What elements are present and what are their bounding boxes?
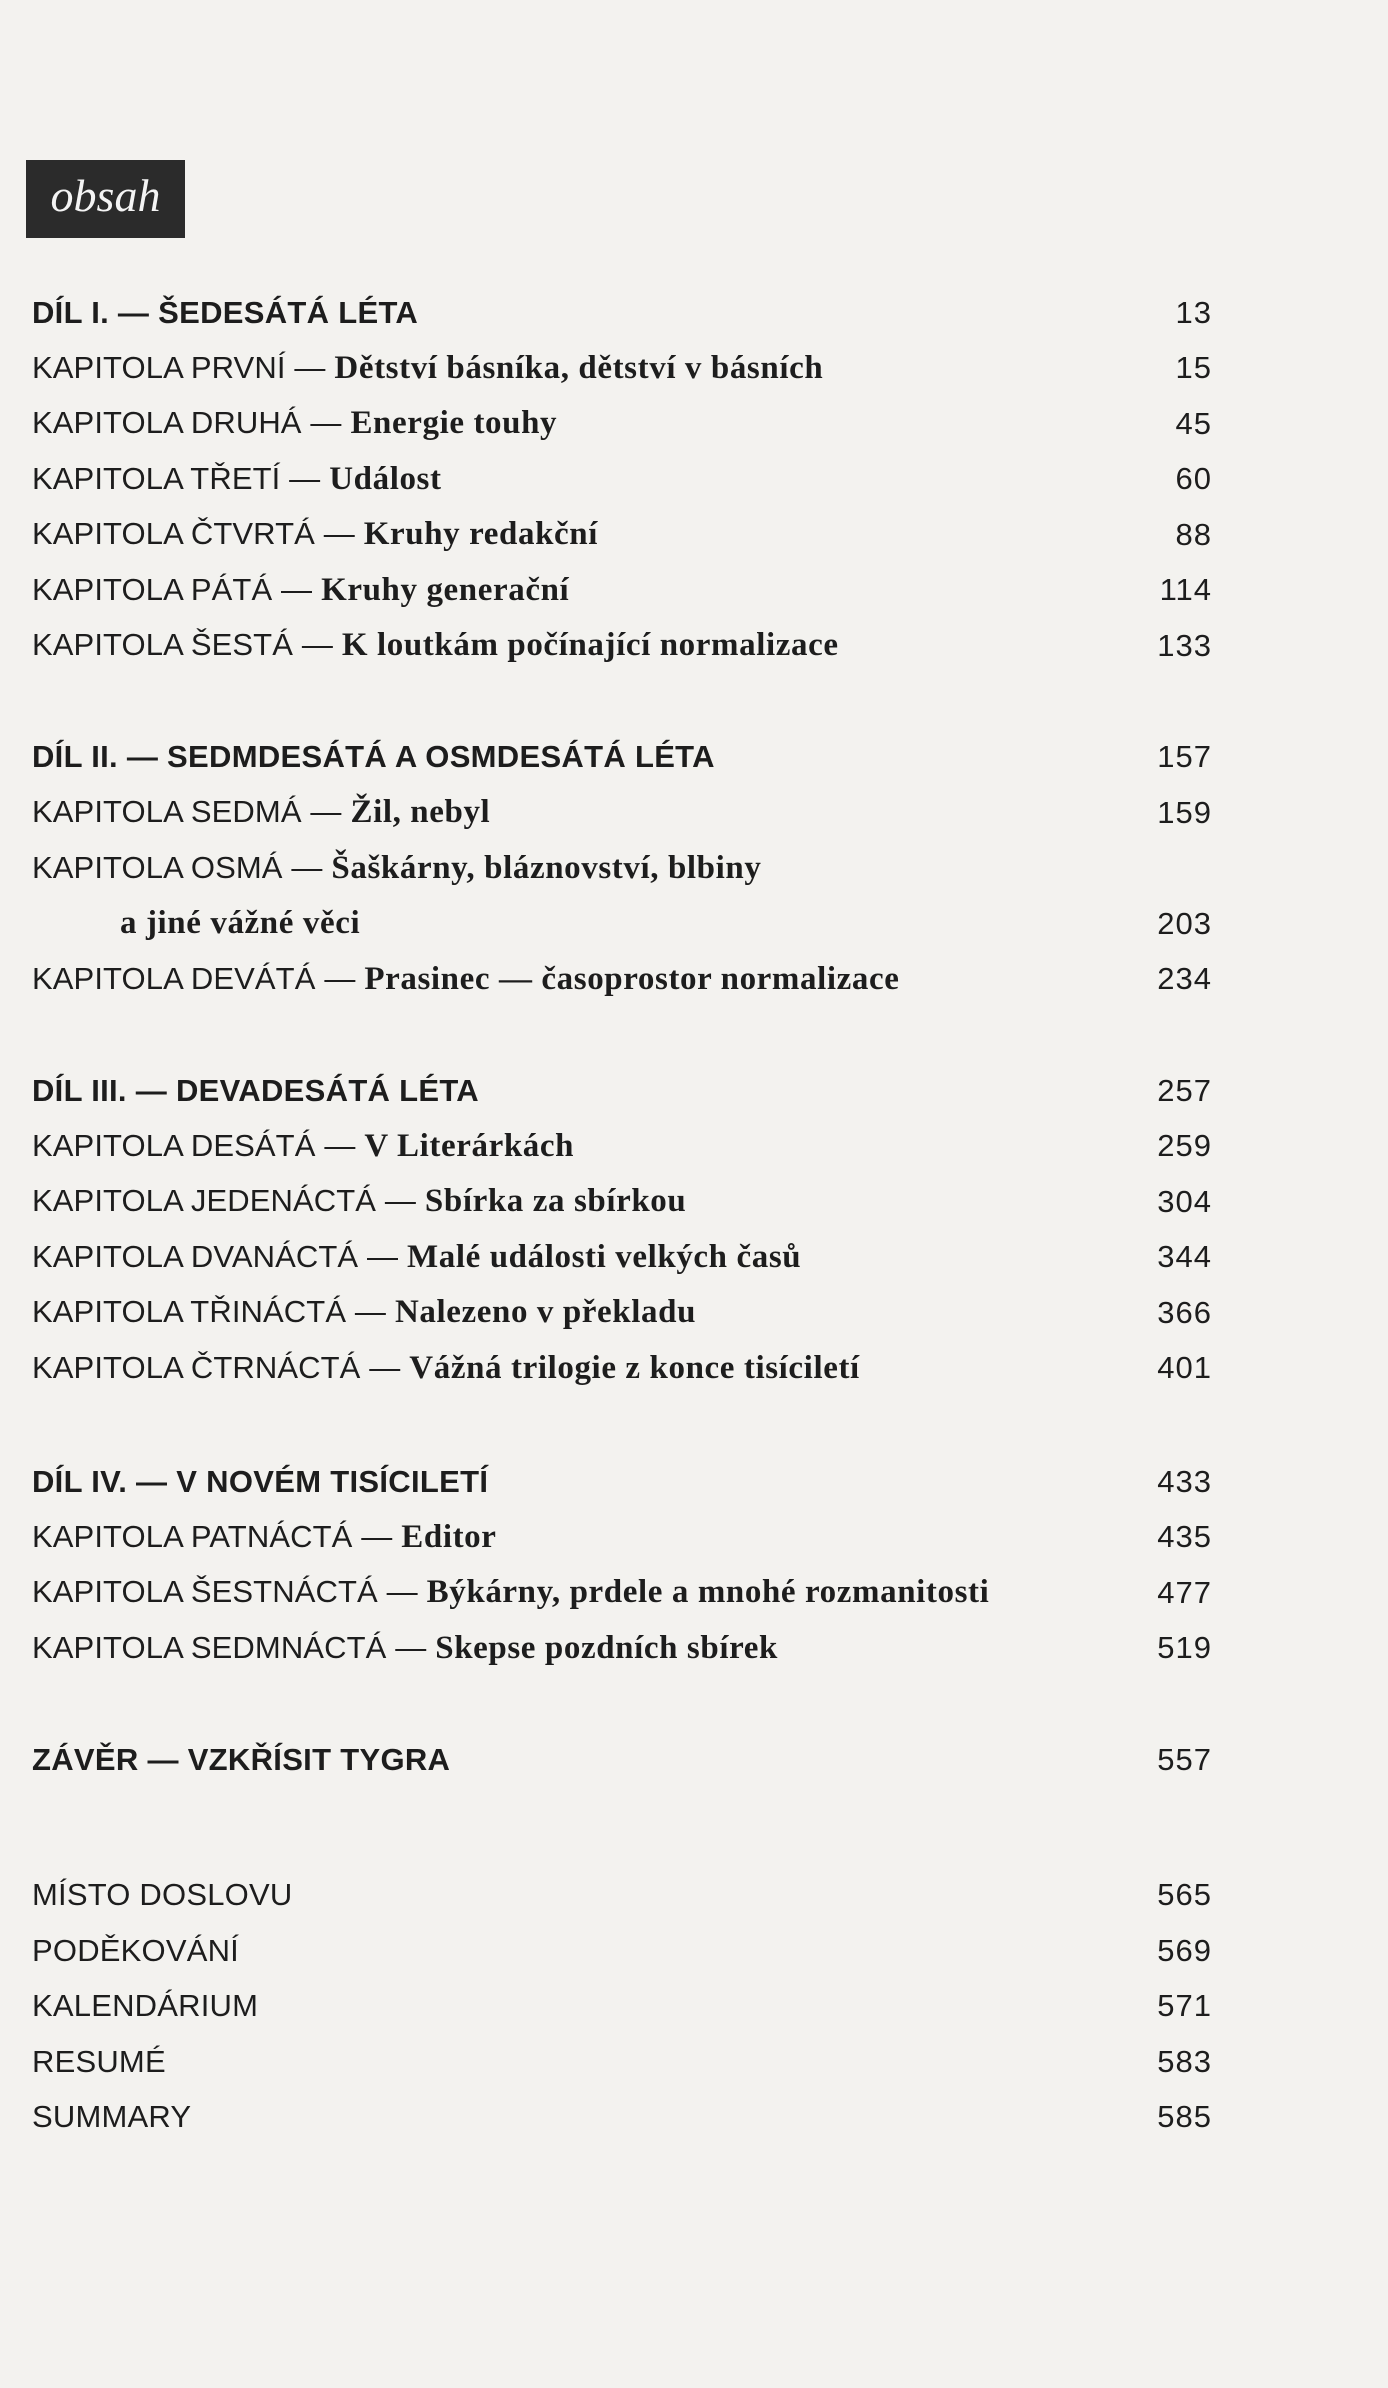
toc-chapter-entry xyxy=(32,952,1212,1008)
chapter-prefix: KAPITOLA DRUHÁ xyxy=(32,405,302,441)
appendix-label: SUMMARY xyxy=(32,2099,192,2135)
section-spacer xyxy=(32,1788,1212,1868)
section-spacer xyxy=(32,674,1212,730)
section-spacer xyxy=(32,1007,1212,1063)
part-1 xyxy=(32,285,1212,674)
toc-chapter-entry xyxy=(32,785,1212,841)
dash: — xyxy=(384,1183,417,1219)
chapter-title: Dětství básníka, dětství v básních xyxy=(334,349,824,386)
page-number: 401 xyxy=(1157,1350,1212,1386)
dash: — xyxy=(395,1629,427,1665)
part-label: DÍL IV. — V NOVÉM TISÍCILETÍ xyxy=(32,1463,489,1499)
toc-chapter-entry xyxy=(32,1621,1212,1677)
chapter-title: Vážná trilogie z konce tisíciletí xyxy=(409,1349,860,1386)
toc-chapter-entry xyxy=(32,396,1212,452)
page-number: 133 xyxy=(1157,627,1212,663)
toc-chapter-entry xyxy=(32,1341,1212,1397)
chapter-prefix: KAPITOLA PATNÁCTÁ xyxy=(32,1518,353,1554)
page-number: 571 xyxy=(1157,1988,1212,2024)
chapter-prefix: KAPITOLA ŠESTÁ xyxy=(32,627,293,663)
page-number: 234 xyxy=(1157,961,1212,997)
toc-part-entry xyxy=(32,285,1212,341)
part-label: DÍL III. — DEVADESÁTÁ LÉTA xyxy=(32,1072,479,1108)
chapter-prefix: KAPITOLA SEDMNÁCTÁ xyxy=(32,1629,387,1665)
page-number: 366 xyxy=(1157,1294,1212,1330)
chapter-title: Nalezeno v překladu xyxy=(394,1294,697,1331)
toc-appendix-entry xyxy=(32,2034,1212,2090)
chapter-title: Editor xyxy=(401,1518,497,1555)
toc-chapter-entry xyxy=(32,618,1212,674)
page-number: 585 xyxy=(1157,2099,1212,2135)
page-number: 477 xyxy=(1157,1574,1212,1610)
page-number: 157 xyxy=(1157,739,1212,775)
contents-heading: obsah xyxy=(50,170,161,221)
chapter-title: Býkárny, prdele a mnohé rozmanitosti xyxy=(426,1574,990,1611)
dash: — xyxy=(366,1238,399,1274)
chapter-title: Prasinec — časoprostor normalizace xyxy=(364,960,900,997)
section-spacer xyxy=(32,1676,1212,1732)
dash: — xyxy=(281,571,313,607)
toc-part-entry xyxy=(32,730,1212,786)
toc-chapter-entry xyxy=(32,563,1212,619)
contents-heading-box xyxy=(26,160,185,238)
chapter-prefix: KAPITOLA OSMÁ xyxy=(32,849,283,885)
page-number: 569 xyxy=(1157,1932,1212,1968)
dash: — xyxy=(323,516,355,552)
chapter-prefix: KAPITOLA ČTRNÁCTÁ xyxy=(32,1349,361,1385)
toc-conclusion-entry xyxy=(32,1732,1212,1788)
chapter-title: Malé události velkých časů xyxy=(407,1238,802,1275)
toc-chapter-entry xyxy=(32,452,1212,508)
dash: — xyxy=(324,1127,356,1163)
conclusion-label: ZÁVĚR — VZKŘÍSIT TYGRA xyxy=(32,1741,451,1777)
appendix-label: MÍSTO DOSLOVU xyxy=(32,1877,293,1913)
toc-chapter-entry xyxy=(32,1230,1212,1286)
page-number: 114 xyxy=(1159,572,1212,608)
page-number: 15 xyxy=(1175,350,1212,386)
chapter-prefix: KAPITOLA DEVÁTÁ xyxy=(32,960,316,996)
appendix-section xyxy=(32,1868,1212,2146)
toc-chapter-entry xyxy=(32,1510,1212,1566)
chapter-prefix: KAPITOLA JEDENÁCTÁ xyxy=(32,1183,377,1219)
toc-appendix-entry xyxy=(32,1979,1212,2035)
chapter-title: Událost xyxy=(329,460,442,497)
page-number: 565 xyxy=(1157,1877,1212,1913)
page-number: 433 xyxy=(1157,1463,1212,1499)
appendix-label: KALENDÁRIUM xyxy=(32,1988,259,2024)
chapter-title: Sbírka za sbírkou xyxy=(424,1183,687,1220)
section-spacer xyxy=(32,1396,1212,1454)
toc-chapter-entry xyxy=(32,841,1212,897)
page-number: 159 xyxy=(1157,794,1212,830)
table-of-contents xyxy=(32,285,1212,2145)
toc-chapter-entry xyxy=(32,341,1212,397)
chapter-title: K loutkám počínající normalizace xyxy=(341,627,839,664)
page-number: 304 xyxy=(1157,1183,1212,1219)
chapter-prefix: KAPITOLA PRVNÍ xyxy=(32,349,286,385)
dash: — xyxy=(324,960,356,996)
chapter-title: Šaškárny, bláznovství, blbiny xyxy=(331,849,762,886)
page-number: 13 xyxy=(1175,294,1212,330)
chapter-title: Žil, nebyl xyxy=(350,794,491,831)
dash: — xyxy=(369,1349,401,1385)
toc-part-entry xyxy=(32,1063,1212,1119)
dash: — xyxy=(386,1574,418,1610)
conclusion-section xyxy=(32,1732,1212,1788)
chapter-prefix: KAPITOLA ŠESTNÁCTÁ xyxy=(32,1574,378,1610)
toc-chapter-entry xyxy=(32,1119,1212,1175)
chapter-title-continuation: a jiné vážné věci xyxy=(120,905,361,942)
page-number: 344 xyxy=(1157,1239,1212,1275)
page-number: 45 xyxy=(1175,405,1212,441)
dash: — xyxy=(361,1518,393,1554)
toc-appendix-entry xyxy=(32,1868,1212,1924)
part-4 xyxy=(32,1454,1212,1676)
chapter-prefix: KAPITOLA TŘETÍ xyxy=(32,460,281,496)
dash: — xyxy=(354,1294,387,1330)
part-3 xyxy=(32,1063,1212,1396)
chapter-prefix: KAPITOLA ČTVRTÁ xyxy=(32,516,315,552)
part-2 xyxy=(32,730,1212,1008)
toc-part-entry xyxy=(32,1454,1212,1510)
chapter-prefix: KAPITOLA DVANÁCTÁ xyxy=(32,1238,359,1274)
chapter-prefix: KAPITOLA SEDMÁ xyxy=(32,794,302,830)
dash: — xyxy=(310,794,342,830)
chapter-title: Kruhy generační xyxy=(321,571,570,608)
toc-chapter-entry xyxy=(32,1565,1212,1621)
dash: — xyxy=(294,349,326,385)
chapter-prefix: KAPITOLA DESÁTÁ xyxy=(32,1127,316,1163)
page-number: 557 xyxy=(1157,1741,1212,1777)
toc-chapter-entry xyxy=(32,1285,1212,1341)
chapter-title: Energie touhy xyxy=(350,405,558,442)
chapter-title: Kruhy redakční xyxy=(363,516,599,553)
toc-chapter-entry xyxy=(32,507,1212,563)
chapter-title: Skepse pozdních sbírek xyxy=(435,1629,778,1666)
toc-chapter-entry xyxy=(32,1174,1212,1230)
dash: — xyxy=(301,627,334,663)
page-number: 88 xyxy=(1175,516,1212,552)
page-number: 519 xyxy=(1157,1630,1212,1666)
chapter-prefix: KAPITOLA PÁTÁ xyxy=(32,571,273,607)
page-number: 203 xyxy=(1157,905,1212,941)
dash: — xyxy=(289,460,321,496)
appendix-label: RESUMÉ xyxy=(32,2043,166,2079)
page-number: 60 xyxy=(1175,461,1212,497)
appendix-label: PODĚKOVÁNÍ xyxy=(32,1932,239,1968)
page-number: 583 xyxy=(1157,2043,1212,2079)
toc-appendix-entry xyxy=(32,1923,1212,1979)
part-label: DÍL I. — ŠEDESÁTÁ LÉTA xyxy=(32,294,419,330)
page-number: 257 xyxy=(1157,1072,1212,1108)
toc-appendix-entry xyxy=(32,2090,1212,2146)
toc-chapter-continuation xyxy=(32,896,1212,952)
part-label: DÍL II. — SEDMDESÁTÁ A OSMDESÁTÁ LÉTA xyxy=(32,739,715,775)
dash: — xyxy=(291,849,323,885)
dash: — xyxy=(310,405,342,441)
page-number: 259 xyxy=(1157,1128,1212,1164)
page-number: 435 xyxy=(1157,1519,1212,1555)
chapter-title: V Literárkách xyxy=(364,1127,575,1164)
chapter-prefix: KAPITOLA TŘINÁCTÁ xyxy=(32,1294,347,1330)
